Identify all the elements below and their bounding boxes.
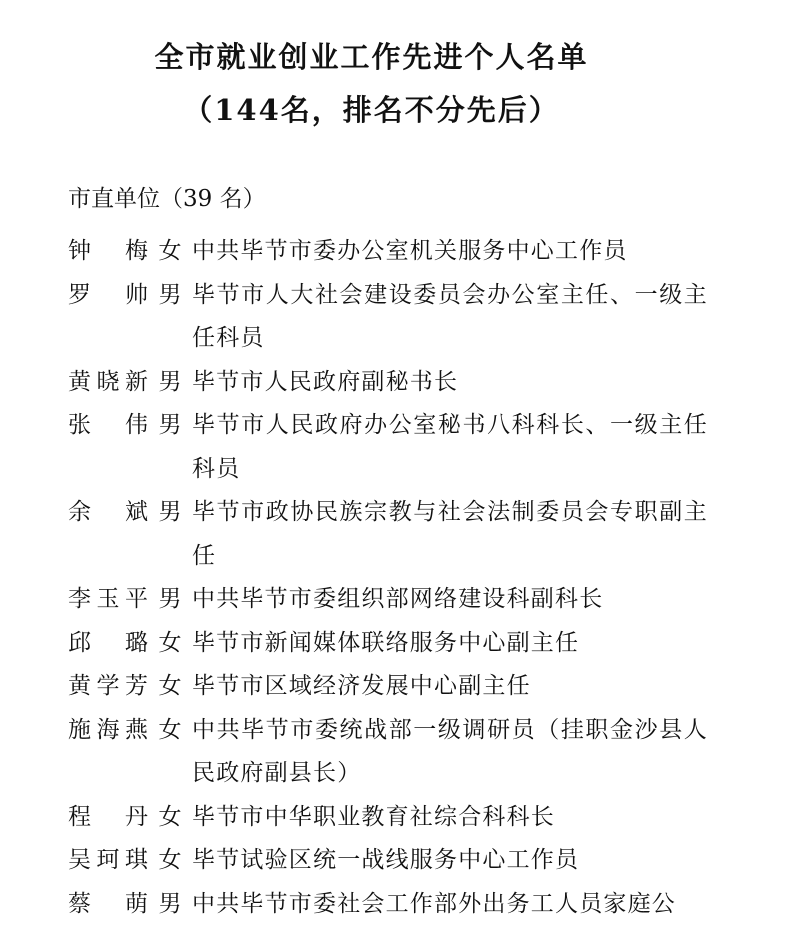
list-item [68, 491, 728, 578]
list-item [68, 709, 728, 796]
person-name: 黄学芳 [68, 673, 148, 699]
person-position: 中共毕节市委社会工作部外出务工人员家庭公 [192, 890, 676, 917]
list-item [68, 883, 728, 927]
person-gender: 男 [158, 281, 182, 308]
person-name: 李玉平 [68, 586, 148, 612]
person-gender: 女 [158, 847, 182, 873]
person-position: 中共毕节市委组织部网络建设科副科长 [192, 586, 604, 612]
person-gender: 男 [158, 368, 182, 395]
person-name: 张伟 [68, 412, 148, 438]
list-item [68, 361, 728, 405]
list-item [68, 578, 728, 622]
person-gender: 女 [158, 238, 182, 264]
person-gender: 女 [158, 716, 182, 743]
person-gender: 女 [158, 803, 182, 830]
document-title: 全市就业创业工作先进个人名单 [154, 40, 589, 74]
people-list [68, 230, 728, 926]
person-name: 黄晓新 [68, 368, 148, 395]
list-item [68, 274, 728, 361]
person-position: 毕节市中华职业教育社综合科科长 [192, 803, 555, 830]
list-item [68, 796, 728, 840]
person-name: 钟梅 [68, 238, 148, 264]
person-gender: 男 [158, 412, 182, 438]
person-position: 毕节试验区统一战线服务中心工作员 [192, 847, 580, 873]
person-name: 吴珂琪 [68, 847, 148, 873]
person-gender: 男 [158, 499, 182, 525]
section-heading: 市直单位（39 名） [68, 186, 266, 212]
person-gender: 女 [158, 629, 182, 656]
person-name: 蔡萌 [68, 890, 148, 917]
list-item [68, 665, 728, 709]
person-name: 施海燕 [68, 716, 148, 743]
list-item [68, 404, 728, 491]
person-position: 中共毕节市委办公室机关服务中心工作员 [192, 238, 628, 264]
person-name: 罗帅 [68, 281, 148, 308]
person-gender: 男 [158, 586, 182, 612]
list-item [68, 622, 728, 666]
person-position: 毕节市人民政府办公室秘书八科科长、一级主任科员 [192, 412, 708, 482]
person-position: 毕节市新闻媒体联络服务中心副主任 [192, 629, 580, 656]
person-position: 毕节市政协民族宗教与社会法制委员会专职副主任 [192, 499, 708, 569]
document-subtitle: （144名，排名不分先后） [183, 93, 560, 127]
person-position: 毕节市区域经济发展中心副主任 [192, 673, 531, 699]
person-gender: 女 [158, 673, 182, 699]
person-gender: 男 [158, 890, 182, 917]
person-name: 余斌 [68, 499, 148, 525]
list-item [68, 230, 728, 274]
person-position: 中共毕节市委统战部一级调研员（挂职金沙县人民政府副县长） [192, 716, 708, 786]
person-position: 毕节市人民政府副秘书长 [192, 368, 459, 395]
person-position: 毕节市人大社会建设委员会办公室主任、一级主任科员 [192, 281, 708, 351]
person-name: 程丹 [68, 803, 148, 830]
person-name: 邱璐 [68, 629, 148, 656]
list-item [68, 839, 728, 883]
